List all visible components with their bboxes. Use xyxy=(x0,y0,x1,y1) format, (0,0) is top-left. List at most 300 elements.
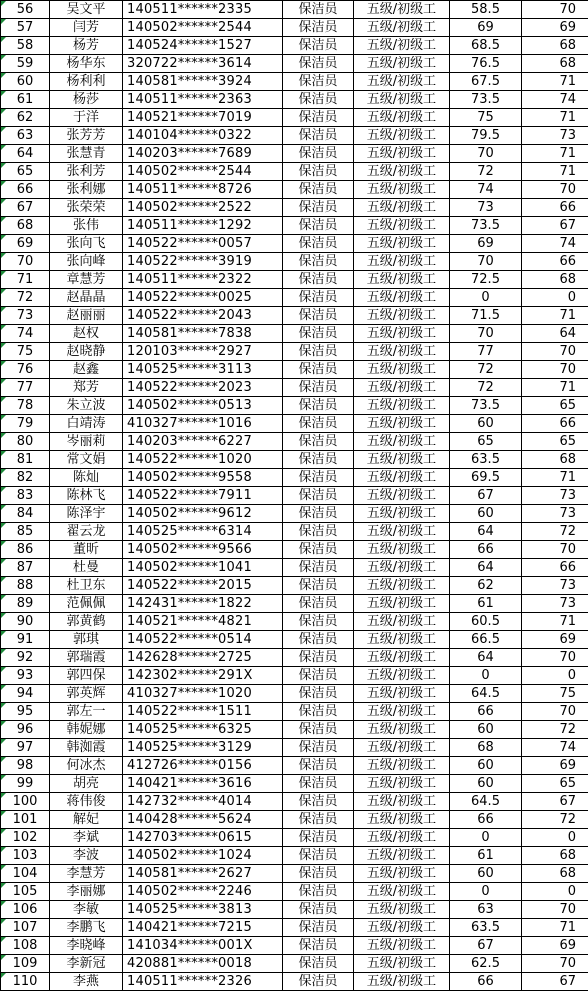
score2-cell[interactable]: 66 xyxy=(522,199,588,217)
job-cell[interactable]: 保洁员 xyxy=(283,487,354,505)
level-cell[interactable]: 五级/初级工 xyxy=(354,145,450,163)
score2-cell[interactable]: 65 xyxy=(522,397,588,415)
name-cell[interactable]: 董昕 xyxy=(50,541,123,559)
row-number[interactable]: 110 xyxy=(1,973,50,991)
name-cell[interactable]: 陈林飞 xyxy=(50,487,123,505)
name-cell[interactable]: 杜卫东 xyxy=(50,577,123,595)
name-cell[interactable]: 赵晶晶 xyxy=(50,289,123,307)
id-number-cell[interactable]: 420881******0018 xyxy=(123,955,283,973)
level-cell[interactable]: 五级/初级工 xyxy=(354,361,450,379)
row-number[interactable]: 84 xyxy=(1,505,50,523)
row-number[interactable]: 103 xyxy=(1,847,50,865)
row-number[interactable]: 67 xyxy=(1,199,50,217)
score2-cell[interactable]: 67 xyxy=(522,793,588,811)
level-cell[interactable]: 五级/初级工 xyxy=(354,55,450,73)
id-number-cell[interactable]: 142431******1822 xyxy=(123,595,283,613)
job-cell[interactable]: 保洁员 xyxy=(283,649,354,667)
row-number[interactable]: 80 xyxy=(1,433,50,451)
row-number[interactable]: 57 xyxy=(1,19,50,37)
score2-cell[interactable]: 71 xyxy=(522,163,588,181)
level-cell[interactable]: 五级/初级工 xyxy=(354,757,450,775)
score2-cell[interactable]: 0 xyxy=(522,667,588,685)
score1-cell[interactable]: 61 xyxy=(450,595,522,613)
id-number-cell[interactable]: 140421******7215 xyxy=(123,919,283,937)
name-cell[interactable]: 蒋伟俊 xyxy=(50,793,123,811)
level-cell[interactable]: 五级/初级工 xyxy=(354,307,450,325)
row-number[interactable]: 109 xyxy=(1,955,50,973)
row-number[interactable]: 108 xyxy=(1,937,50,955)
score2-cell[interactable]: 70 xyxy=(522,703,588,721)
score2-cell[interactable]: 73 xyxy=(522,505,588,523)
job-cell[interactable]: 保洁员 xyxy=(283,91,354,109)
job-cell[interactable]: 保洁员 xyxy=(283,829,354,847)
job-cell[interactable]: 保洁员 xyxy=(283,523,354,541)
job-cell[interactable]: 保洁员 xyxy=(283,199,354,217)
job-cell[interactable]: 保洁员 xyxy=(283,919,354,937)
row-number[interactable]: 58 xyxy=(1,37,50,55)
job-cell[interactable]: 保洁员 xyxy=(283,397,354,415)
score1-cell[interactable]: 72 xyxy=(450,361,522,379)
name-cell[interactable]: 杨芳 xyxy=(50,37,123,55)
name-cell[interactable]: 白靖涛 xyxy=(50,415,123,433)
id-number-cell[interactable]: 140522******0025 xyxy=(123,289,283,307)
name-cell[interactable]: 朱立波 xyxy=(50,397,123,415)
row-number[interactable]: 99 xyxy=(1,775,50,793)
score1-cell[interactable]: 64.5 xyxy=(450,793,522,811)
name-cell[interactable]: 范佩佩 xyxy=(50,595,123,613)
row-number[interactable]: 100 xyxy=(1,793,50,811)
score2-cell[interactable]: 70 xyxy=(522,1,588,19)
score2-cell[interactable]: 71 xyxy=(522,307,588,325)
id-number-cell[interactable]: 410327******1016 xyxy=(123,415,283,433)
row-number[interactable]: 77 xyxy=(1,379,50,397)
level-cell[interactable]: 五级/初级工 xyxy=(354,829,450,847)
score1-cell[interactable]: 60.5 xyxy=(450,613,522,631)
job-cell[interactable]: 保洁员 xyxy=(283,361,354,379)
name-cell[interactable]: 李斌 xyxy=(50,829,123,847)
name-cell[interactable]: 李波 xyxy=(50,847,123,865)
level-cell[interactable]: 五级/初级工 xyxy=(354,379,450,397)
row-number[interactable]: 97 xyxy=(1,739,50,757)
score1-cell[interactable]: 77 xyxy=(450,343,522,361)
name-cell[interactable]: 陈灿 xyxy=(50,469,123,487)
name-cell[interactable]: 李燕 xyxy=(50,973,123,991)
name-cell[interactable]: 郑芳 xyxy=(50,379,123,397)
score2-cell[interactable]: 68 xyxy=(522,37,588,55)
name-cell[interactable]: 赵权 xyxy=(50,325,123,343)
job-cell[interactable]: 保洁员 xyxy=(283,847,354,865)
row-number[interactable]: 92 xyxy=(1,649,50,667)
id-number-cell[interactable]: 142703******0615 xyxy=(123,829,283,847)
row-number[interactable]: 94 xyxy=(1,685,50,703)
id-number-cell[interactable]: 140522******0514 xyxy=(123,631,283,649)
id-number-cell[interactable]: 140522******2015 xyxy=(123,577,283,595)
score2-cell[interactable]: 70 xyxy=(522,649,588,667)
score2-cell[interactable]: 70 xyxy=(522,541,588,559)
job-cell[interactable]: 保洁员 xyxy=(283,1,354,19)
level-cell[interactable]: 五级/初级工 xyxy=(354,685,450,703)
score1-cell[interactable]: 64 xyxy=(450,559,522,577)
id-number-cell[interactable]: 140581******2627 xyxy=(123,865,283,883)
job-cell[interactable]: 保洁员 xyxy=(283,757,354,775)
score2-cell[interactable]: 69 xyxy=(522,757,588,775)
job-cell[interactable]: 保洁员 xyxy=(283,307,354,325)
score1-cell[interactable]: 67 xyxy=(450,937,522,955)
level-cell[interactable]: 五级/初级工 xyxy=(354,865,450,883)
id-number-cell[interactable]: 140524******1527 xyxy=(123,37,283,55)
row-number[interactable]: 81 xyxy=(1,451,50,469)
row-number[interactable]: 88 xyxy=(1,577,50,595)
name-cell[interactable]: 陈泽宇 xyxy=(50,505,123,523)
name-cell[interactable]: 郭黄鹤 xyxy=(50,613,123,631)
level-cell[interactable]: 五级/初级工 xyxy=(354,181,450,199)
name-cell[interactable]: 韩洳霞 xyxy=(50,739,123,757)
name-cell[interactable]: 张利娜 xyxy=(50,181,123,199)
job-cell[interactable]: 保洁员 xyxy=(283,901,354,919)
level-cell[interactable]: 五级/初级工 xyxy=(354,541,450,559)
level-cell[interactable]: 五级/初级工 xyxy=(354,955,450,973)
name-cell[interactable]: 郭左一 xyxy=(50,703,123,721)
score1-cell[interactable]: 79.5 xyxy=(450,127,522,145)
row-number[interactable]: 73 xyxy=(1,307,50,325)
level-cell[interactable]: 五级/初级工 xyxy=(354,793,450,811)
score1-cell[interactable]: 60 xyxy=(450,415,522,433)
id-number-cell[interactable]: 140581******3924 xyxy=(123,73,283,91)
score1-cell[interactable]: 62.5 xyxy=(450,955,522,973)
id-number-cell[interactable]: 140502******9558 xyxy=(123,469,283,487)
name-cell[interactable]: 解妃 xyxy=(50,811,123,829)
level-cell[interactable]: 五级/初级工 xyxy=(354,595,450,613)
score2-cell[interactable]: 74 xyxy=(522,91,588,109)
score1-cell[interactable]: 60 xyxy=(450,865,522,883)
score1-cell[interactable]: 72 xyxy=(450,163,522,181)
score2-cell[interactable]: 71 xyxy=(522,73,588,91)
score2-cell[interactable]: 66 xyxy=(522,415,588,433)
score2-cell[interactable]: 67 xyxy=(522,217,588,235)
row-number[interactable]: 63 xyxy=(1,127,50,145)
row-number[interactable]: 71 xyxy=(1,271,50,289)
level-cell[interactable]: 五级/初级工 xyxy=(354,919,450,937)
id-number-cell[interactable]: 410327******1020 xyxy=(123,685,283,703)
name-cell[interactable]: 于洋 xyxy=(50,109,123,127)
row-number[interactable]: 70 xyxy=(1,253,50,271)
job-cell[interactable]: 保洁员 xyxy=(283,343,354,361)
level-cell[interactable]: 五级/初级工 xyxy=(354,847,450,865)
score1-cell[interactable]: 68 xyxy=(450,739,522,757)
row-number[interactable]: 105 xyxy=(1,883,50,901)
score1-cell[interactable]: 76.5 xyxy=(450,55,522,73)
name-cell[interactable]: 杜曼 xyxy=(50,559,123,577)
name-cell[interactable]: 杨利利 xyxy=(50,73,123,91)
score2-cell[interactable]: 67 xyxy=(522,973,588,991)
job-cell[interactable]: 保洁员 xyxy=(283,811,354,829)
score2-cell[interactable]: 66 xyxy=(522,559,588,577)
id-number-cell[interactable]: 412726******0156 xyxy=(123,757,283,775)
score1-cell[interactable]: 60 xyxy=(450,775,522,793)
name-cell[interactable]: 赵晓静 xyxy=(50,343,123,361)
score1-cell[interactable]: 0 xyxy=(450,289,522,307)
score2-cell[interactable]: 73 xyxy=(522,487,588,505)
level-cell[interactable]: 五级/初级工 xyxy=(354,253,450,271)
level-cell[interactable]: 五级/初级工 xyxy=(354,703,450,721)
job-cell[interactable]: 保洁员 xyxy=(283,937,354,955)
job-cell[interactable]: 保洁员 xyxy=(283,577,354,595)
score2-cell[interactable]: 68 xyxy=(522,55,588,73)
id-number-cell[interactable]: 140203******7689 xyxy=(123,145,283,163)
id-number-cell[interactable]: 140522******7911 xyxy=(123,487,283,505)
level-cell[interactable]: 五级/初级工 xyxy=(354,1,450,19)
score1-cell[interactable]: 64 xyxy=(450,523,522,541)
score2-cell[interactable]: 72 xyxy=(522,523,588,541)
job-cell[interactable]: 保洁员 xyxy=(283,433,354,451)
score2-cell[interactable]: 0 xyxy=(522,829,588,847)
level-cell[interactable]: 五级/初级工 xyxy=(354,163,450,181)
name-cell[interactable]: 李敏 xyxy=(50,901,123,919)
job-cell[interactable]: 保洁员 xyxy=(283,217,354,235)
id-number-cell[interactable]: 140522******2023 xyxy=(123,379,283,397)
score2-cell[interactable]: 73 xyxy=(522,595,588,613)
name-cell[interactable]: 李鹏飞 xyxy=(50,919,123,937)
row-number[interactable]: 104 xyxy=(1,865,50,883)
row-number[interactable]: 75 xyxy=(1,343,50,361)
score1-cell[interactable]: 60 xyxy=(450,721,522,739)
id-number-cell[interactable]: 140525******3129 xyxy=(123,739,283,757)
score1-cell[interactable]: 70 xyxy=(450,325,522,343)
score1-cell[interactable]: 66 xyxy=(450,811,522,829)
id-number-cell[interactable]: 140522******2043 xyxy=(123,307,283,325)
score1-cell[interactable]: 64.5 xyxy=(450,685,522,703)
id-number-cell[interactable]: 140502******1041 xyxy=(123,559,283,577)
job-cell[interactable]: 保洁员 xyxy=(283,253,354,271)
score1-cell[interactable]: 72.5 xyxy=(450,271,522,289)
row-number[interactable]: 85 xyxy=(1,523,50,541)
job-cell[interactable]: 保洁员 xyxy=(283,145,354,163)
job-cell[interactable]: 保洁员 xyxy=(283,37,354,55)
id-number-cell[interactable]: 140502******2544 xyxy=(123,19,283,37)
score2-cell[interactable]: 68 xyxy=(522,451,588,469)
score1-cell[interactable]: 69 xyxy=(450,19,522,37)
job-cell[interactable]: 保洁员 xyxy=(283,505,354,523)
level-cell[interactable]: 五级/初级工 xyxy=(354,613,450,631)
score1-cell[interactable]: 60 xyxy=(450,505,522,523)
score2-cell[interactable]: 73 xyxy=(522,127,588,145)
id-number-cell[interactable]: 142302******291X xyxy=(123,667,283,685)
score1-cell[interactable]: 65 xyxy=(450,433,522,451)
level-cell[interactable]: 五级/初级工 xyxy=(354,487,450,505)
level-cell[interactable]: 五级/初级工 xyxy=(354,559,450,577)
level-cell[interactable]: 五级/初级工 xyxy=(354,91,450,109)
id-number-cell[interactable]: 142732******4014 xyxy=(123,793,283,811)
job-cell[interactable]: 保洁员 xyxy=(283,451,354,469)
row-number[interactable]: 86 xyxy=(1,541,50,559)
name-cell[interactable]: 杨莎 xyxy=(50,91,123,109)
score2-cell[interactable]: 70 xyxy=(522,361,588,379)
name-cell[interactable]: 郭琪 xyxy=(50,631,123,649)
score2-cell[interactable]: 0 xyxy=(522,883,588,901)
row-number[interactable]: 60 xyxy=(1,73,50,91)
row-number[interactable]: 62 xyxy=(1,109,50,127)
name-cell[interactable]: 张慧青 xyxy=(50,145,123,163)
level-cell[interactable]: 五级/初级工 xyxy=(354,127,450,145)
score2-cell[interactable]: 68 xyxy=(522,865,588,883)
id-number-cell[interactable]: 140525******6314 xyxy=(123,523,283,541)
level-cell[interactable]: 五级/初级工 xyxy=(354,631,450,649)
name-cell[interactable]: 郭四保 xyxy=(50,667,123,685)
id-number-cell[interactable]: 140522******3919 xyxy=(123,253,283,271)
name-cell[interactable]: 杨华东 xyxy=(50,55,123,73)
row-number[interactable]: 106 xyxy=(1,901,50,919)
score2-cell[interactable]: 69 xyxy=(522,19,588,37)
name-cell[interactable]: 张向飞 xyxy=(50,235,123,253)
name-cell[interactable]: 胡亮 xyxy=(50,775,123,793)
id-number-cell[interactable]: 140203******6227 xyxy=(123,433,283,451)
row-number[interactable]: 93 xyxy=(1,667,50,685)
job-cell[interactable]: 保洁员 xyxy=(283,775,354,793)
score1-cell[interactable]: 70 xyxy=(450,253,522,271)
score2-cell[interactable]: 72 xyxy=(522,811,588,829)
score1-cell[interactable]: 67 xyxy=(450,487,522,505)
row-number[interactable]: 91 xyxy=(1,631,50,649)
score2-cell[interactable]: 73 xyxy=(522,577,588,595)
row-number[interactable]: 98 xyxy=(1,757,50,775)
name-cell[interactable]: 李新冠 xyxy=(50,955,123,973)
row-number[interactable]: 72 xyxy=(1,289,50,307)
id-number-cell[interactable]: 140511******2322 xyxy=(123,271,283,289)
score1-cell[interactable]: 61 xyxy=(450,847,522,865)
id-number-cell[interactable]: 140502******2246 xyxy=(123,883,283,901)
score1-cell[interactable]: 63.5 xyxy=(450,919,522,937)
score2-cell[interactable]: 71 xyxy=(522,919,588,937)
row-number[interactable]: 69 xyxy=(1,235,50,253)
id-number-cell[interactable]: 140511******2363 xyxy=(123,91,283,109)
id-number-cell[interactable]: 140521******7019 xyxy=(123,109,283,127)
row-number[interactable]: 89 xyxy=(1,595,50,613)
id-number-cell[interactable]: 140521******4821 xyxy=(123,613,283,631)
level-cell[interactable]: 五级/初级工 xyxy=(354,397,450,415)
level-cell[interactable]: 五级/初级工 xyxy=(354,811,450,829)
name-cell[interactable]: 郭瑞霞 xyxy=(50,649,123,667)
job-cell[interactable]: 保洁员 xyxy=(283,55,354,73)
job-cell[interactable]: 保洁员 xyxy=(283,739,354,757)
id-number-cell[interactable]: 140522******1511 xyxy=(123,703,283,721)
row-number[interactable]: 66 xyxy=(1,181,50,199)
name-cell[interactable]: 章慧芳 xyxy=(50,271,123,289)
level-cell[interactable]: 五级/初级工 xyxy=(354,469,450,487)
score2-cell[interactable]: 70 xyxy=(522,181,588,199)
name-cell[interactable]: 韩妮娜 xyxy=(50,721,123,739)
name-cell[interactable]: 岑丽莉 xyxy=(50,433,123,451)
score2-cell[interactable]: 69 xyxy=(522,631,588,649)
level-cell[interactable]: 五级/初级工 xyxy=(354,901,450,919)
level-cell[interactable]: 五级/初级工 xyxy=(354,523,450,541)
job-cell[interactable]: 保洁员 xyxy=(283,235,354,253)
id-number-cell[interactable]: 140522******0057 xyxy=(123,235,283,253)
row-number[interactable]: 90 xyxy=(1,613,50,631)
level-cell[interactable]: 五级/初级工 xyxy=(354,343,450,361)
name-cell[interactable]: 赵鑫 xyxy=(50,361,123,379)
score2-cell[interactable]: 72 xyxy=(522,721,588,739)
score1-cell[interactable]: 64 xyxy=(450,649,522,667)
id-number-cell[interactable]: 140428******5624 xyxy=(123,811,283,829)
row-number[interactable]: 83 xyxy=(1,487,50,505)
id-number-cell[interactable]: 140511******8726 xyxy=(123,181,283,199)
score1-cell[interactable]: 60 xyxy=(450,757,522,775)
job-cell[interactable]: 保洁员 xyxy=(283,109,354,127)
name-cell[interactable]: 张向峰 xyxy=(50,253,123,271)
score1-cell[interactable]: 74 xyxy=(450,181,522,199)
name-cell[interactable]: 李晓峰 xyxy=(50,937,123,955)
row-number[interactable]: 74 xyxy=(1,325,50,343)
score1-cell[interactable]: 0 xyxy=(450,829,522,847)
score1-cell[interactable]: 68.5 xyxy=(450,37,522,55)
score1-cell[interactable]: 66 xyxy=(450,541,522,559)
job-cell[interactable]: 保洁员 xyxy=(283,883,354,901)
level-cell[interactable]: 五级/初级工 xyxy=(354,937,450,955)
score2-cell[interactable]: 68 xyxy=(522,847,588,865)
row-number[interactable]: 61 xyxy=(1,91,50,109)
score2-cell[interactable]: 65 xyxy=(522,775,588,793)
job-cell[interactable]: 保洁员 xyxy=(283,415,354,433)
id-number-cell[interactable]: 140502******1024 xyxy=(123,847,283,865)
id-number-cell[interactable]: 140502******9612 xyxy=(123,505,283,523)
row-number[interactable]: 96 xyxy=(1,721,50,739)
job-cell[interactable]: 保洁员 xyxy=(283,721,354,739)
score1-cell[interactable]: 66.5 xyxy=(450,631,522,649)
score1-cell[interactable]: 69.5 xyxy=(450,469,522,487)
job-cell[interactable]: 保洁员 xyxy=(283,685,354,703)
level-cell[interactable]: 五级/初级工 xyxy=(354,433,450,451)
id-number-cell[interactable]: 140502******2544 xyxy=(123,163,283,181)
job-cell[interactable]: 保洁员 xyxy=(283,793,354,811)
level-cell[interactable]: 五级/初级工 xyxy=(354,505,450,523)
row-number[interactable]: 79 xyxy=(1,415,50,433)
level-cell[interactable]: 五级/初级工 xyxy=(354,667,450,685)
level-cell[interactable]: 五级/初级工 xyxy=(354,271,450,289)
id-number-cell[interactable]: 140525******3813 xyxy=(123,901,283,919)
job-cell[interactable]: 保洁员 xyxy=(283,631,354,649)
score2-cell[interactable]: 70 xyxy=(522,343,588,361)
score1-cell[interactable]: 63.5 xyxy=(450,451,522,469)
level-cell[interactable]: 五级/初级工 xyxy=(354,199,450,217)
level-cell[interactable]: 五级/初级工 xyxy=(354,217,450,235)
row-number[interactable]: 56 xyxy=(1,1,50,19)
score2-cell[interactable]: 70 xyxy=(522,955,588,973)
level-cell[interactable]: 五级/初级工 xyxy=(354,37,450,55)
score2-cell[interactable]: 75 xyxy=(522,685,588,703)
score2-cell[interactable]: 66 xyxy=(522,253,588,271)
id-number-cell[interactable]: 140502******9566 xyxy=(123,541,283,559)
id-number-cell[interactable]: 140502******0513 xyxy=(123,397,283,415)
name-cell[interactable]: 赵丽丽 xyxy=(50,307,123,325)
score1-cell[interactable]: 58.5 xyxy=(450,1,522,19)
name-cell[interactable]: 闫芳 xyxy=(50,19,123,37)
name-cell[interactable]: 张芳芳 xyxy=(50,127,123,145)
score1-cell[interactable]: 0 xyxy=(450,667,522,685)
level-cell[interactable]: 五级/初级工 xyxy=(354,883,450,901)
name-cell[interactable]: 李丽娜 xyxy=(50,883,123,901)
name-cell[interactable]: 张荣荣 xyxy=(50,199,123,217)
job-cell[interactable]: 保洁员 xyxy=(283,469,354,487)
name-cell[interactable]: 常文娟 xyxy=(50,451,123,469)
id-number-cell[interactable]: 140502******2522 xyxy=(123,199,283,217)
id-number-cell[interactable]: 140421******3616 xyxy=(123,775,283,793)
score2-cell[interactable]: 69 xyxy=(522,937,588,955)
row-number[interactable]: 82 xyxy=(1,469,50,487)
name-cell[interactable]: 张利芳 xyxy=(50,163,123,181)
level-cell[interactable]: 五级/初级工 xyxy=(354,19,450,37)
id-number-cell[interactable]: 140511******2335 xyxy=(123,1,283,19)
row-number[interactable]: 107 xyxy=(1,919,50,937)
